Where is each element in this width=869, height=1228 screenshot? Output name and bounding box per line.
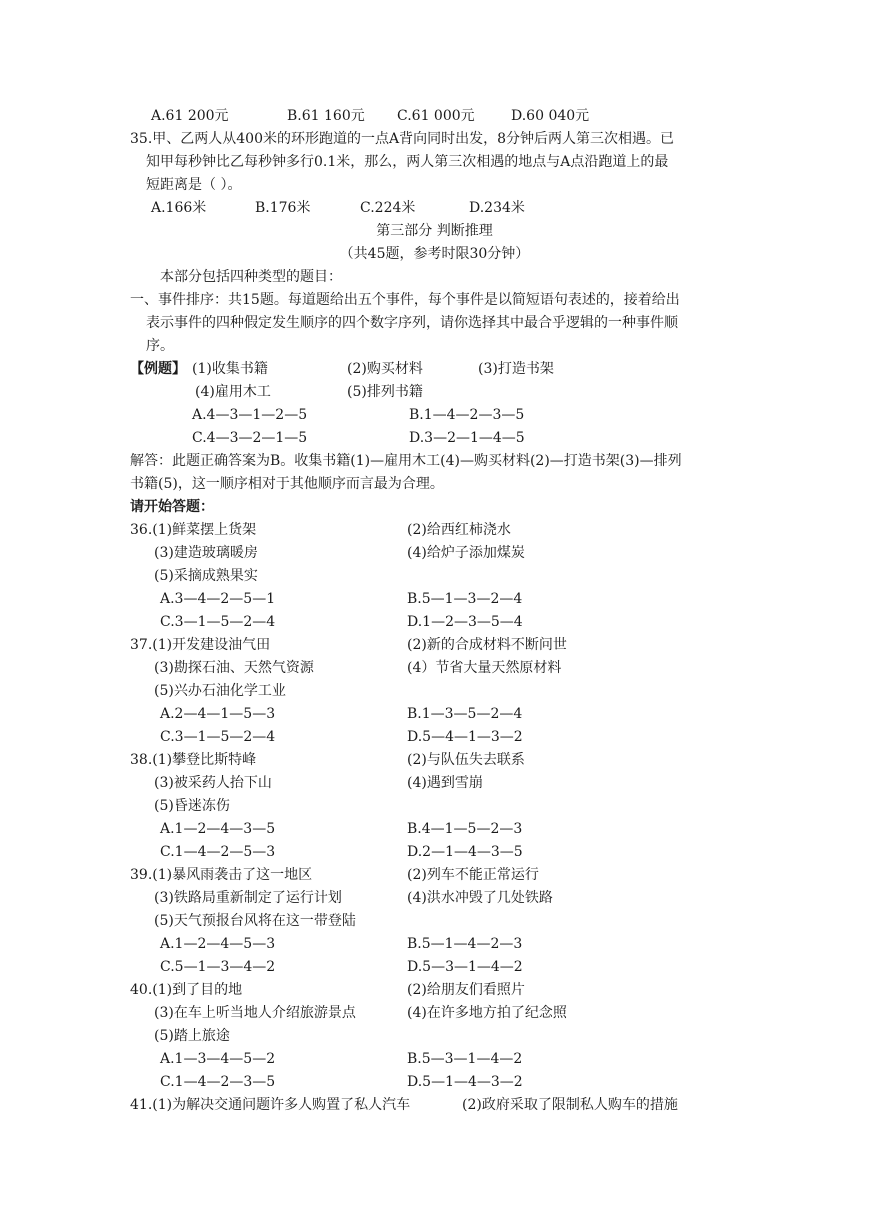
q40-event-1: 40.(1)到了目的地 xyxy=(130,982,243,998)
q37-event-1: 37.(1)开发建设油气田 xyxy=(130,637,271,653)
q35-line-3: 短距离是（ ）。 xyxy=(146,177,242,193)
q37-option-a: A.2—4—1—5—3 xyxy=(160,706,276,722)
q38-option-b: B.4—1—5—2—3 xyxy=(407,821,523,837)
q41-event-1: 41.(1)为解决交通问题许多人购置了私人汽车 xyxy=(130,1097,411,1113)
example-option-a: A.4—3—1—2—5 xyxy=(192,407,308,423)
q37-event-5: (5)兴办石油化学工业 xyxy=(154,683,286,699)
q35-line-2: 知甲每秒钟比乙每秒钟多行0.1米，那么，两人第三次相遇的地点与A点沿跑道上的最 xyxy=(146,154,669,170)
example-answer-line-2: 书籍(5)，这一顺序相对于其他顺序而言最为合理。 xyxy=(130,476,444,492)
q40-event-3: (3)在车上听当地人介绍旅游景点 xyxy=(154,1005,356,1021)
example-event-5: (5)排列书籍 xyxy=(347,384,423,400)
q38-event-4: (4)遇到雪崩 xyxy=(407,775,483,791)
q35-option-a: A.166米 xyxy=(151,200,207,216)
q36-option-d: D.1—2—3—5—4 xyxy=(407,614,523,630)
section-subtitle: （共45题，参考时限30分钟） xyxy=(339,246,530,262)
section-title: 第三部分 判断推理 xyxy=(376,223,493,239)
example-event-4: (4)雇用木工 xyxy=(195,384,271,400)
q35-option-d: D.234米 xyxy=(469,200,525,216)
example-option-b: B.1—4—2—3—5 xyxy=(409,407,525,423)
q40-option-d: D.5—1—4—3—2 xyxy=(407,1074,523,1090)
q40-event-5: (5)踏上旅途 xyxy=(154,1028,230,1044)
example-answer-line-1: 解答：此题正确答案为B。收集书籍(1)—雇用木工(4)—购买材料(2)—打造书架(3)—排列 xyxy=(130,453,682,469)
type1-line-3: 序。 xyxy=(146,338,174,354)
q37-option-d: D.5—4—1—3—2 xyxy=(407,729,523,745)
q38-option-a: A.1—2—4—3—5 xyxy=(160,821,276,837)
q40-event-2: (2)给朋友们看照片 xyxy=(407,982,525,998)
q36-event-1: 36.(1)鲜菜摆上货架 xyxy=(130,522,257,538)
q36-event-4: (4)给炉子添加煤炭 xyxy=(407,545,525,561)
q39-event-4: (4)洪水冲毁了几处铁路 xyxy=(407,890,553,906)
q36-event-3: (3)建造玻璃暖房 xyxy=(154,545,258,561)
q34-option-b: B.61 160元 xyxy=(287,108,365,124)
q39-event-1: 39.(1)暴风雨袭击了这一地区 xyxy=(130,867,313,883)
q34-option-d: D.60 040元 xyxy=(511,108,590,124)
q37-option-c: C.3—1—5—2—4 xyxy=(160,729,276,745)
q37-event-3: (3)勘探石油、天然气资源 xyxy=(154,660,314,676)
q36-event-5: (5)采摘成熟果实 xyxy=(154,568,258,584)
type1-line-1: 一、事件排序：共15题。每道题给出五个事件，每个事件是以简短语句表述的，接着给出 xyxy=(130,292,680,308)
q37-event-4: (4）节省大量天然原材料 xyxy=(407,660,562,676)
q35-option-c: C.224米 xyxy=(360,200,416,216)
q36-option-c: C.3—1—5—2—4 xyxy=(160,614,276,630)
q39-option-b: B.5—1—4—2—3 xyxy=(407,936,523,952)
q39-option-c: C.5—1—3—4—2 xyxy=(160,959,276,975)
example-event-3: (3)打造书架 xyxy=(478,361,554,377)
q38-event-5: (5)昏迷冻伤 xyxy=(154,798,230,814)
q37-event-2: (2)新的合成材料不断问世 xyxy=(407,637,567,653)
q35-line-1: 35.甲、乙两人从400米的环形跑道的一点A背向同时出发，8分钟后两人第三次相遇。已 xyxy=(130,131,675,147)
start-label: 请开始答题： xyxy=(130,499,214,515)
example-option-c: C.4—3—2—1—5 xyxy=(192,430,308,446)
type1-line-2: 表示事件的四种假定发生顺序的四个数字序列，请你选择其中最合乎逻辑的一种事件顺 xyxy=(146,315,678,331)
q39-event-5: (5)天气预报台风将在这一带登陆 xyxy=(154,913,356,929)
q40-event-4: (4)在许多地方拍了纪念照 xyxy=(407,1005,567,1021)
example-option-d: D.3—2—1—4—5 xyxy=(409,430,525,446)
example-event-1: (1)收集书籍 xyxy=(192,361,268,377)
example-event-2: (2)购买材料 xyxy=(347,361,423,377)
q39-option-d: D.5—3—1—4—2 xyxy=(407,959,523,975)
q35-option-b: B.176米 xyxy=(255,200,311,216)
q39-event-3: (3)铁路局重新制定了运行计划 xyxy=(154,890,342,906)
q34-option-a: A.61 200元 xyxy=(151,108,229,124)
q40-option-c: C.1—4—2—3—5 xyxy=(160,1074,276,1090)
q34-option-c: C.61 000元 xyxy=(397,108,475,124)
q40-option-b: B.5—3—1—4—2 xyxy=(407,1051,523,1067)
q37-option-b: B.1—3—5—2—4 xyxy=(407,706,523,722)
q38-option-d: D.2—1—4—3—5 xyxy=(407,844,523,860)
q39-option-a: A.1—2—4—5—3 xyxy=(160,936,276,952)
q40-option-a: A.1—3—4—5—2 xyxy=(160,1051,276,1067)
q36-event-2: (2)给西红柿浇水 xyxy=(407,522,511,538)
q38-event-3: (3)被采药人抬下山 xyxy=(154,775,272,791)
q38-event-1: 38.(1)攀登比斯特峰 xyxy=(130,752,257,768)
example-label: 【例题】 xyxy=(130,361,186,377)
q36-option-b: B.5—1—3—2—4 xyxy=(407,591,523,607)
q41-event-2: (2)政府采取了限制私人购车的措施 xyxy=(462,1097,678,1113)
q36-option-a: A.3—4—2—5—1 xyxy=(160,591,276,607)
q39-event-2: (2)列车不能正常运行 xyxy=(407,867,539,883)
q38-event-2: (2)与队伍失去联系 xyxy=(407,752,525,768)
section-intro: 本部分包括四种类型的题目： xyxy=(160,269,342,285)
q38-option-c: C.1—4—2—5—3 xyxy=(160,844,276,860)
